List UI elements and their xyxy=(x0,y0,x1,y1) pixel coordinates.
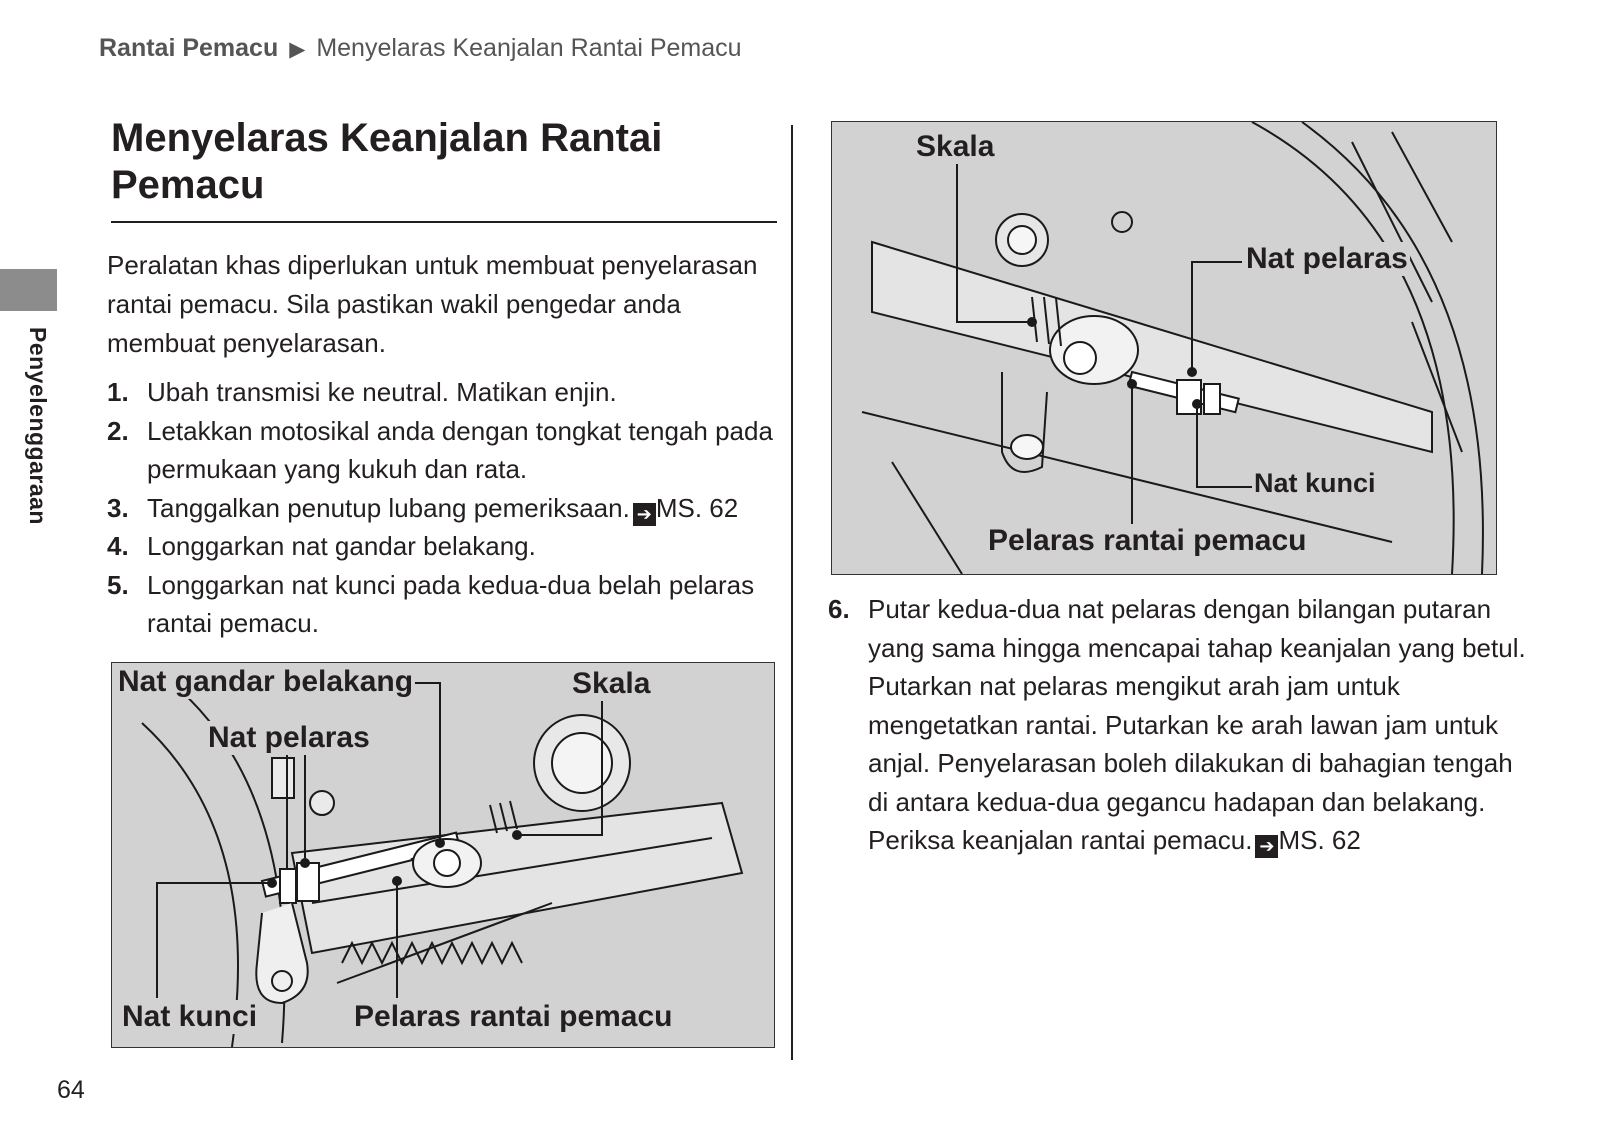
step-number: 2. xyxy=(107,415,129,446)
callout-adjusting-nut: Nat pelaras xyxy=(208,721,370,754)
callout-axle-nut: Nat gandar belakang xyxy=(118,665,414,698)
page-number: 64 xyxy=(57,1076,85,1104)
step-text: Letakkan motosikal anda dengan tongkat tengah pada permukaan yang kukuh dan rata. xyxy=(147,415,773,484)
title-rule xyxy=(111,221,777,223)
breadcrumb xyxy=(99,34,742,63)
step-number: 1. xyxy=(107,377,129,407)
callout-chain-adjuster: Pelaras rantai pemacu xyxy=(354,1000,673,1033)
step-text: Tanggalkan penutup lubang pemeriksaan. xyxy=(147,492,630,523)
step-text: Longgarkan nat kunci pada kedua-dua belah pelaras rantai pemacu. xyxy=(147,569,755,638)
side-tab-marker xyxy=(0,269,57,311)
arrow-reference-icon[interactable]: ➔ xyxy=(633,503,656,526)
page-reference-link[interactable]: MS. 62 xyxy=(1278,825,1361,855)
figure-chain-adjuster-right xyxy=(831,121,1497,575)
page-reference-link[interactable]: MS. 62 xyxy=(655,492,739,523)
step-text: Longgarkan nat gandar belakang. xyxy=(147,531,536,561)
page-title: Menyelaras Keanjalan Rantai Pemacu xyxy=(111,116,663,207)
column-divider xyxy=(791,125,793,1060)
arrow-reference-icon[interactable]: ➔ xyxy=(1255,835,1278,858)
step-5 xyxy=(107,566,782,643)
step-3 xyxy=(107,489,782,528)
step-1 xyxy=(107,373,782,412)
step-6-list xyxy=(828,590,1528,860)
step-6 xyxy=(828,590,1528,860)
breadcrumb-page: Menyelaras Keanjalan Rantai Pemacu xyxy=(316,34,742,62)
callout-adjusting-nut: Nat pelaras xyxy=(1246,242,1408,275)
breadcrumb-separator-icon: ▶ xyxy=(289,38,306,61)
check-text: Periksa keanjalan rantai pemacu. xyxy=(868,825,1253,855)
callout-lock-nut: Nat kunci xyxy=(122,1000,258,1033)
step-text: Ubah transmisi ke neutral. Matikan enjin. xyxy=(147,377,617,407)
step-2 xyxy=(107,412,782,489)
callout-chain-adjuster: Pelaras rantai pemacu xyxy=(988,524,1307,557)
step-number: 4. xyxy=(107,531,129,561)
step-4 xyxy=(107,527,782,566)
callout-lock-nut: Nat kunci xyxy=(1254,468,1376,498)
step-text: Putar kedua-dua nat pelaras dengan bilangan putaran yang sama hingga mencapai tahap keanjalan yang betul. Putarkan nat pelaras mengikut arah jam untuk mengetatkan rantai. Putarkan ke arah lawan jam untuk anjal. Penyelarasan boleh dilakukan di bahagian tengah di antara kedua-dua gegancu hadapan dan belakang. xyxy=(868,594,1526,817)
intro-paragraph: Peralatan khas diperlukan untuk membuat penyelarasan rantai pemacu. Sila pastikan wakil pengedar anda membuat penyelarasan. xyxy=(107,250,758,358)
step-number: 3. xyxy=(107,492,129,523)
callout-scale: Skala xyxy=(572,667,651,700)
step-number: 6. xyxy=(828,594,850,624)
callout-scale: Skala xyxy=(916,130,995,163)
chain-adjuster-illustration-right xyxy=(832,122,1496,574)
steps-list xyxy=(107,373,782,643)
side-tab-label: Penyelenggaraan xyxy=(25,327,51,525)
figure-chain-adjuster-left xyxy=(111,662,775,1048)
step-check-line xyxy=(868,821,1528,860)
breadcrumb-section[interactable]: Rantai Pemacu xyxy=(99,34,279,62)
step-number: 5. xyxy=(107,569,129,600)
